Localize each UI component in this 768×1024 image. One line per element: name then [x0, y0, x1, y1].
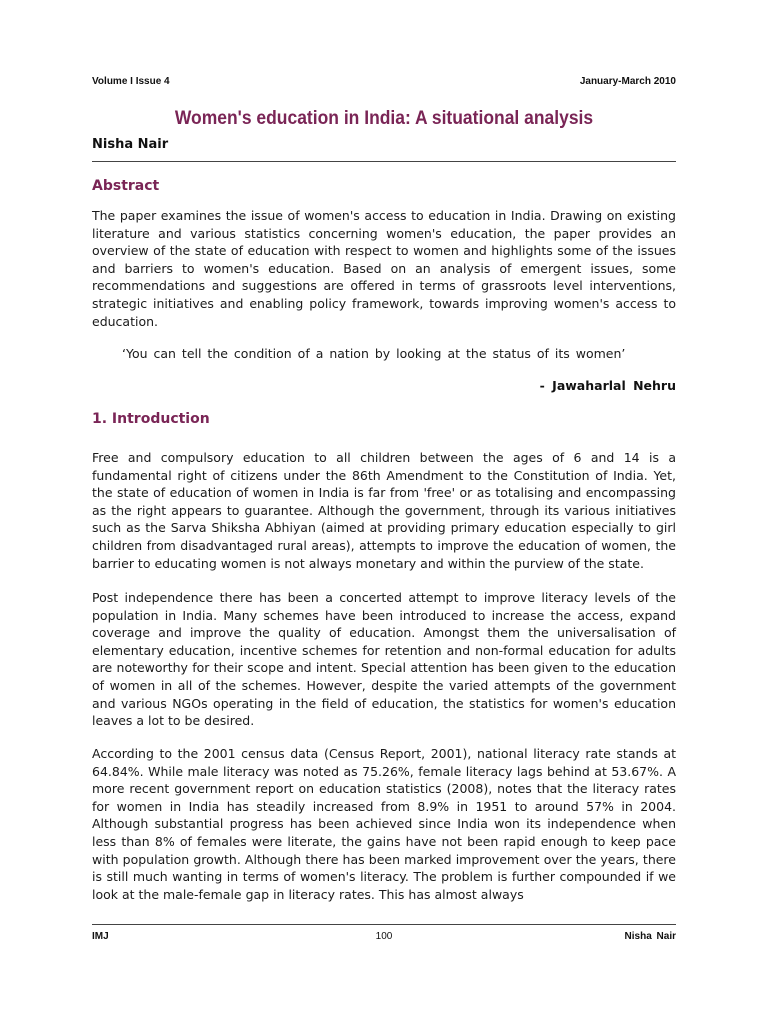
header-divider	[92, 161, 676, 162]
journal-abbrev: IMJ	[92, 931, 109, 942]
quote-attribution: - Jawaharlal Nehru	[539, 378, 676, 393]
issue-date: January-March 2010	[579, 76, 676, 87]
epigraph-quote: ‘You can tell the condition of a nation by looking at the status of its women’	[122, 346, 626, 361]
volume-issue: Volume I Issue 4	[92, 76, 170, 87]
abstract-heading: Abstract	[92, 178, 160, 194]
running-footer	[92, 931, 676, 945]
body-paragraph: Post independence there has been a concerted attempt to improve literacy levels of the population in India. Many schemes have been introduced to increase the access, expand coverage and improve the quality of education. Amongst them the universalisation of elementary education, incentive schemes for retention and non-formal education for adults are noteworthy for their scope and intent. Special attention has been given to the education of women in all of the schemes. However, despite the varied attempts of the government and various NGOs operating in the field of education, the statistics for women's education leaves a lot to be desired.	[92, 590, 676, 729]
body-paragraph: According to the 2001 census data (Census Report, 2001), national literacy rate stands at 64.84%. While male literacy was noted as 75.26%, female literacy lags behind at 53.67%. A more recent government report on education statistics (2008), notes that the literacy rates for women in India has steadily increased from 8.9% in 1951 to around 57% in 2004. Although substantial progress has been achieved since India won its independence when less than 8% of females were literate, the gains have not been rapid enough to keep pace with population growth. Although there has been marked improvement over the years, there is still much wanting in terms of women's literacy. The problem is further compounded if we look at the male-female gap in literacy rates. This has almost always	[92, 746, 676, 902]
footer-divider	[92, 924, 676, 925]
footer-author: Nisha Nair	[624, 931, 676, 942]
body-paragraph: Free and compulsory education to all children between the ages of 6 and 14 is a fundamental right of citizens under the 86th Amendment to the Constitution of India. Yet, the state of education of women in India is far from 'free' or as totalising and encompassing as the right appears to guarantee. Although the government, through its various initiatives such as the Sarva Shiksha Abhiyan (aimed at providing primary education especially to girl children from disadvantaged rural areas), attempts to improve the education of women, the barrier to educating women is not always monetary and within the purview of the state.	[92, 450, 676, 571]
article-title: Women's education in India: A situational analysis	[174, 108, 594, 129]
page-number: 100	[375, 931, 393, 942]
abstract-text: The paper examines the issue of women's access to education in India. Drawing on existing literature and various statistics concerning women's education, the paper provides an overview of the state of education with respect to women and highlights some of the issues and barriers to women's education. Based on an analysis of emergent issues, some recommendations and suggestions are offered in terms of grassroots level interventions, strategic initiatives and enabling policy framework, towards improving women's access to education.	[92, 208, 676, 329]
author-name: Nisha Nair	[92, 137, 169, 152]
section-heading-introduction: 1. Introduction	[92, 411, 210, 427]
